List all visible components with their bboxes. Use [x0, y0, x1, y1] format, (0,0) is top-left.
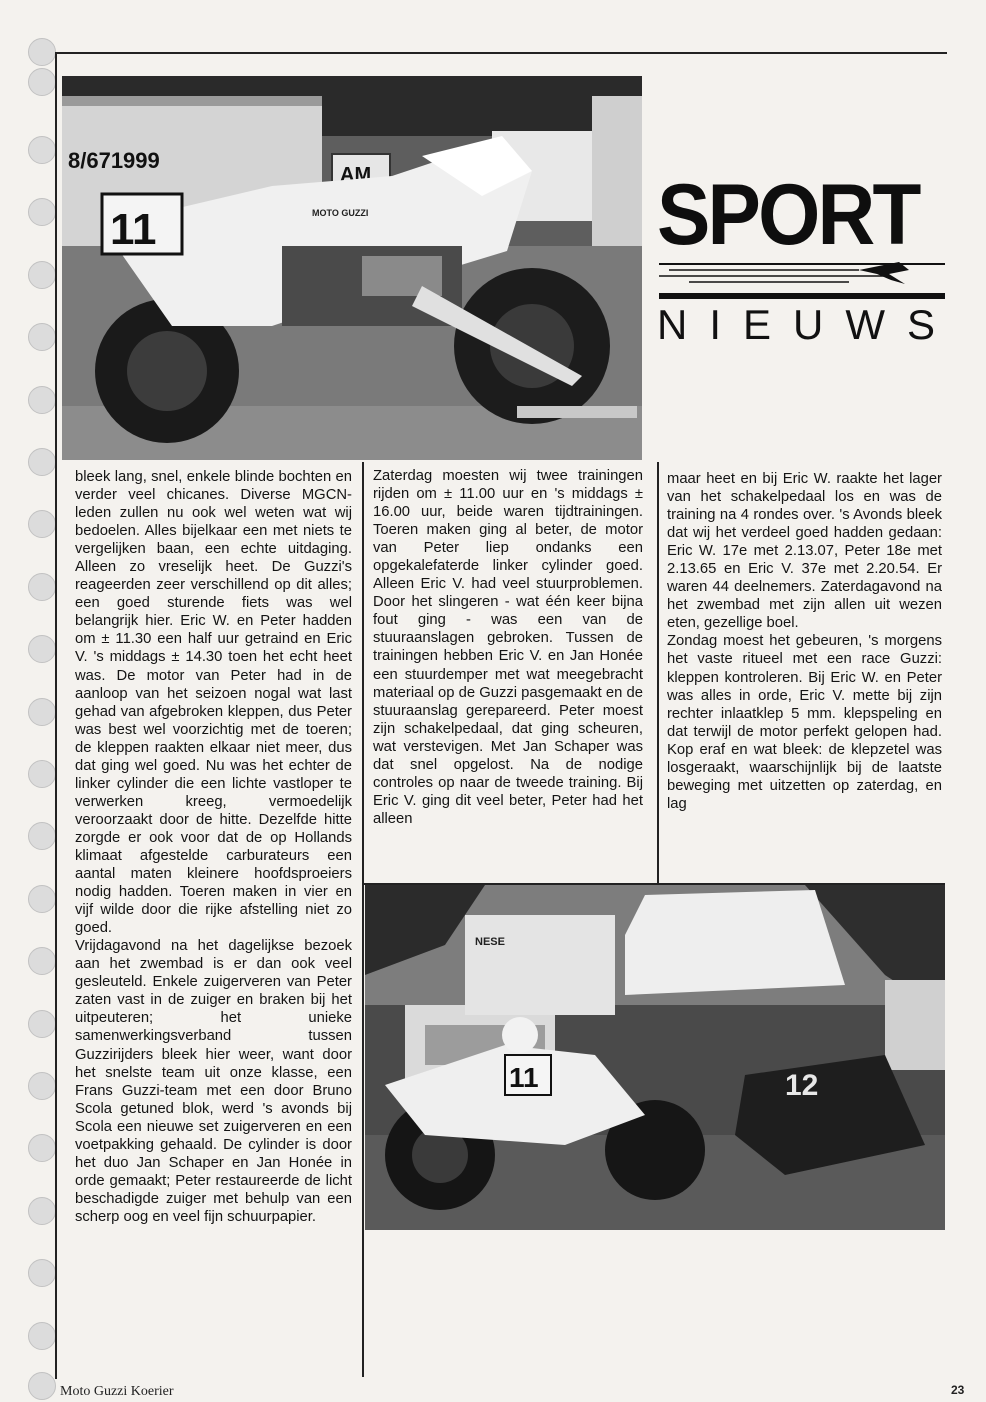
binder-hole	[28, 885, 56, 913]
eagle-logo	[859, 262, 909, 284]
magazine-title: Moto Guzzi Koerier	[60, 1384, 174, 1399]
article-column-2	[373, 467, 643, 828]
binder-hole	[28, 573, 56, 601]
binder-hole	[28, 68, 56, 96]
binder-hole	[28, 635, 56, 663]
binder-hole	[28, 822, 56, 850]
paddock-photo	[365, 885, 945, 1230]
binder-hole	[28, 323, 56, 351]
binder-hole	[28, 1322, 56, 1350]
page-number: 23	[951, 1383, 965, 1397]
binder-hole	[28, 136, 56, 164]
speed-lines	[659, 258, 945, 288]
truck-logo: AM	[340, 164, 372, 186]
fairing-text: MOTO GUZZI	[312, 208, 369, 218]
binder-hole	[28, 1197, 56, 1225]
binder-hole	[28, 261, 56, 289]
sign-text: NESE	[475, 936, 505, 948]
header-bar	[659, 293, 945, 299]
article-paragraph: bleek lang, snel, enkele blinde bochten en verder veel chicanes. Diverse MGCN-leden zullen nu ook wel weten wat wij bedoelen. Alles bijelkaar een met niets te vergelijken baan, een echte uitdaging. Alleen zo vreselijk heet. De Guzzi's reageerden zeer verschillend op dit alles; een goed sturende fiets was wel belangrijk hier. Eric W. en Peter hadden om ± 11.30 een half uur getraind en Eric V. 's middags ± 14.30 toen het echt heet was. De motor van Peter had in de aanloop van het seizoen nogal wat last gehad van afgebroken kleppen, dus Peter was best wel voorzichtig met de toeren; de kleppen raakten elkaar niet meer, dus dat ging wel goed. Nu was het echter de linker cylinder die een lichte vastloper te verwerken kreeg, vermoedelijk veroorzaakt door de hitte. Dezelfde hitte zorgde er ook voor dat de op Hollands klimaat afgestelde carburateurs een aantal maten kleinere hoofdsproeiers nodig hadden. Toeren maken in vier en vijf wilde door die rijke afstelling niet zo goed.	[75, 469, 352, 937]
binder-hole	[28, 198, 56, 226]
binder-hole	[28, 386, 56, 414]
binder-hole	[28, 1072, 56, 1100]
race-number-right: 12	[785, 1069, 819, 1102]
binder-hole	[28, 510, 56, 538]
article-paragraph: Zondag moest het gebeuren, 's morgens het vaste ritueel met een race Guzzi: kleppen kontroleren. Bij Eric W. en Peter was alles in orde, Eric V. mette bij zijn rechter inlaatklep 5 mm. klepspeling en dat terwijl de motor perfekt gelopen had. Kop eraf en wat bleek: de klepzetel was losgeraakt, waarschijnlijk bij de laatste beweging met uitzetten op zaterdag, en lag	[667, 633, 942, 812]
nieuws-title: NIEUWS	[657, 301, 957, 348]
race-number-left: 11	[509, 1062, 539, 1093]
binder-holes	[28, 38, 58, 1388]
binder-hole	[28, 1010, 56, 1038]
article-column-3	[667, 470, 942, 813]
binder-hole	[28, 698, 56, 726]
column-divider	[657, 462, 659, 885]
truck-number: 8/671999	[68, 148, 160, 173]
section-header	[657, 167, 957, 352]
binder-hole	[28, 947, 56, 975]
race-bike-photo	[62, 76, 642, 460]
column-divider	[362, 462, 364, 1377]
article-paragraph: Zaterdag moesten wij twee trainingen rijden om ± 11.00 uur en 's middags ± 16.00 uur, beide waren tijdtrainingen. Toeren maken ging al beter, de motor van Peter liep ondanks een opgekalefaterde linker cylinder goed. Alleen Eric V. had veel stuurproblemen. Door het slingeren - wat één keer bijna fout ging - was een van de stuuraanslagen gebroken. Tussen de trainingen hebben Eric V. en Jan Honée een stuurdemper met wat meegebracht materiaal op de Guzzi pasgemaakt en de stuuraanslag gerepareerd. Peter moest zijn schakelpedaal, dat ging scheuren, wat verstevigen. Met Jan Schaper was dat snel opgelost. Na de nodige controles op naar de tweede training. Bij Eric V. ging dit veel beter, Peter had het alleen	[373, 468, 643, 827]
binder-hole	[28, 1134, 56, 1162]
article-paragraph: maar heet en bij Eric W. raakte het lager van het schakelpedaal los en was de training na 4 rondes over. 's Avonds bleek dat wij het verdeel goed hadden gedaan: Eric W. 17e met 2.13.07, Peter 18e met 2.13.65 en Eric V. 37e met 2.20.54. Er waren 44 deelnemers. Zaterdagavond na het zwembad met zijn allen uit wezen eten, gezellige boel.	[667, 471, 942, 632]
binder-hole	[28, 1259, 56, 1287]
binder-hole	[28, 1372, 56, 1400]
race-number-plate: 11	[110, 205, 157, 254]
binder-hole	[28, 760, 56, 788]
sport-title: SPORT	[657, 167, 919, 263]
binder-hole	[28, 448, 56, 476]
article-paragraph: Vrijdagavond na het dagelijkse bezoek aan het zwembad is er dan ook veel gesleuteld. Enkele zuigerveren van Peter zaten vast in de zuiger en braken bij het uitpeuteren; het unieke samenwerkingsverband tussen Guzzirijders bleek hier weer, want door het snelste team uit onze klasse, een Frans Guzzi-team met een door Bruno Scola getuned blok, werd 's avonds bij Scola een nieuwe set zuigerveren en een voetpakking gehaald. De cylinder is door het duo Jan Schaper en Jan Honée in orde gemaakt; Peter restaureerde de licht beschadigde zuiger met behulp van een scherp oog en veel fijn schuurpapier.	[75, 938, 352, 1225]
article-column-1	[75, 468, 352, 1226]
binder-hole	[28, 38, 56, 66]
